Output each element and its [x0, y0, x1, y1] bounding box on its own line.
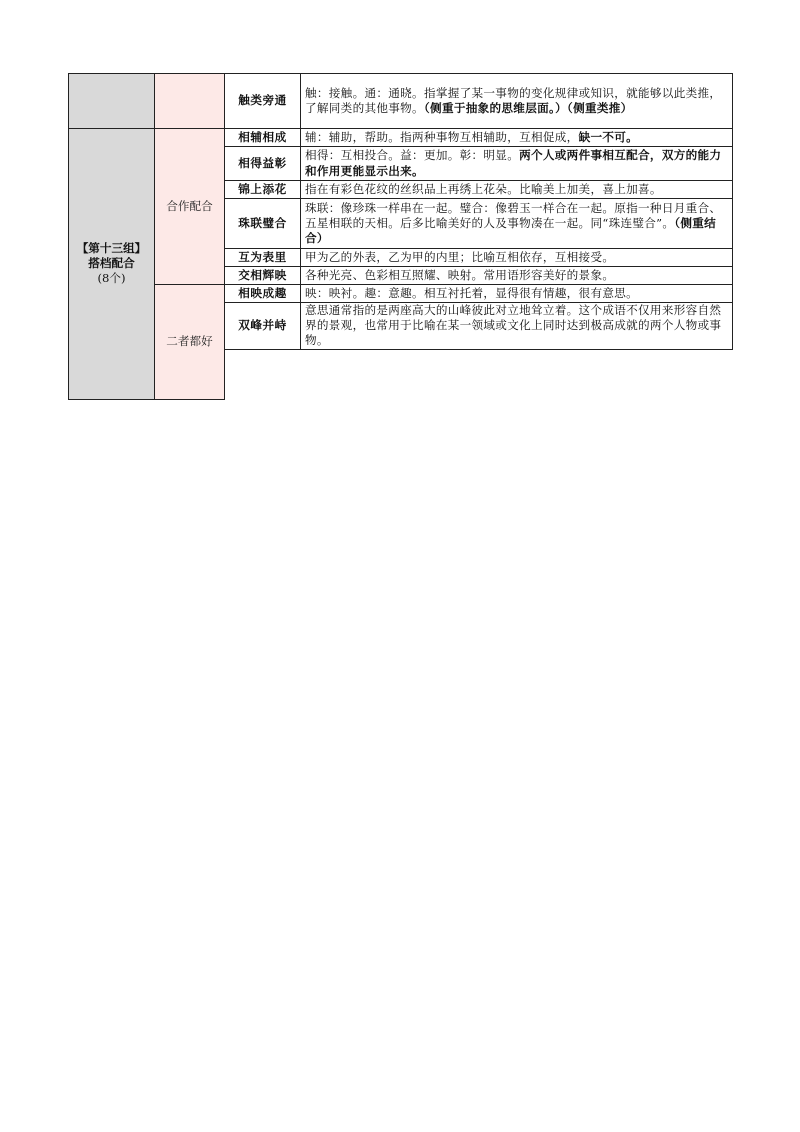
idiom-definition: 触：接触。通：通晓。指掌握了某一事物的变化规律或知识，就能够以此类推，了解同类的其他事物。（侧重于抽象的思维层面。）（侧重类推）	[301, 74, 733, 129]
emphasis-note: 缺一不可。	[578, 129, 639, 144]
idiom-term: 互为表里	[225, 249, 301, 267]
table-row	[69, 74, 733, 129]
idiom-definition: 甲为乙的外表，乙为甲的内里；比喻互相依存，互相接受。	[301, 249, 733, 267]
emphasis-note: （侧重于抽象的思维层面。）（侧重类推）	[423, 101, 633, 115]
idiom-term: 珠联璧合	[225, 199, 301, 249]
group-cell-previous	[69, 74, 155, 129]
subgroup-cell-previous	[155, 74, 225, 129]
subgroup-cell: 合作配合	[155, 129, 225, 285]
group-cell-13	[69, 129, 155, 400]
group-title: 【第十三组】搭档配合	[76, 241, 147, 271]
idiom-term: 双峰并峙	[225, 303, 301, 350]
table-row	[69, 285, 733, 303]
idiom-definition: 珠联：像珍珠一样串在一起。璧合：像碧玉一样合在一起。原指一种日月重合、五星相联的天相。后多比喻美好的人及事物凑在一起。同“珠连璧合”。（侧重结合）	[301, 199, 733, 249]
idiom-definition: 意思通常指的是两座高大的山峰彼此对立地耸立着。这个成语不仅用来形容自然界的景观，也常用于比喻在某一领域或文化上同时达到极高成就的两个人物或事物。	[301, 303, 733, 350]
idiom-definition: 各种光亮、色彩相互照耀、映射。常用语形容美好的景象。	[301, 267, 733, 285]
idiom-term: 触类旁通	[225, 74, 301, 129]
idiom-term: 相辅相成	[225, 129, 301, 147]
idiom-term: 相映成趣	[225, 285, 301, 303]
idiom-definition: 辅：辅助，帮助。指两种事物互相辅助，互相促成，缺一不可。	[301, 129, 733, 147]
idiom-term: 锦上添花	[225, 181, 301, 199]
group-count: (8个)	[97, 271, 126, 286]
emphasis-note: 两个人或两件事相互配合，双方的能力和作用更能显示出来。	[305, 148, 722, 178]
idiom-definition: 相得：互相投合。益：更加。彰：明显。两个人或两件事相互配合，双方的能力和作用更能显示出来。	[301, 147, 733, 181]
idiom-term: 相得益彰	[225, 147, 301, 181]
subgroup-cell: 二者都好	[155, 285, 225, 400]
idiom-definition: 映：映衬。趣：意趣。相互衬托着，显得很有情趣，很有意思。	[301, 285, 733, 303]
idiom-definition: 指在有彩色花纹的丝织品上再绣上花朵。比喻美上加美，喜上加喜。	[301, 181, 733, 199]
table-row	[69, 129, 733, 147]
emphasis-note: （侧重结合）	[305, 215, 717, 246]
idiom-table	[68, 73, 733, 400]
idiom-term: 交相辉映	[225, 267, 301, 285]
